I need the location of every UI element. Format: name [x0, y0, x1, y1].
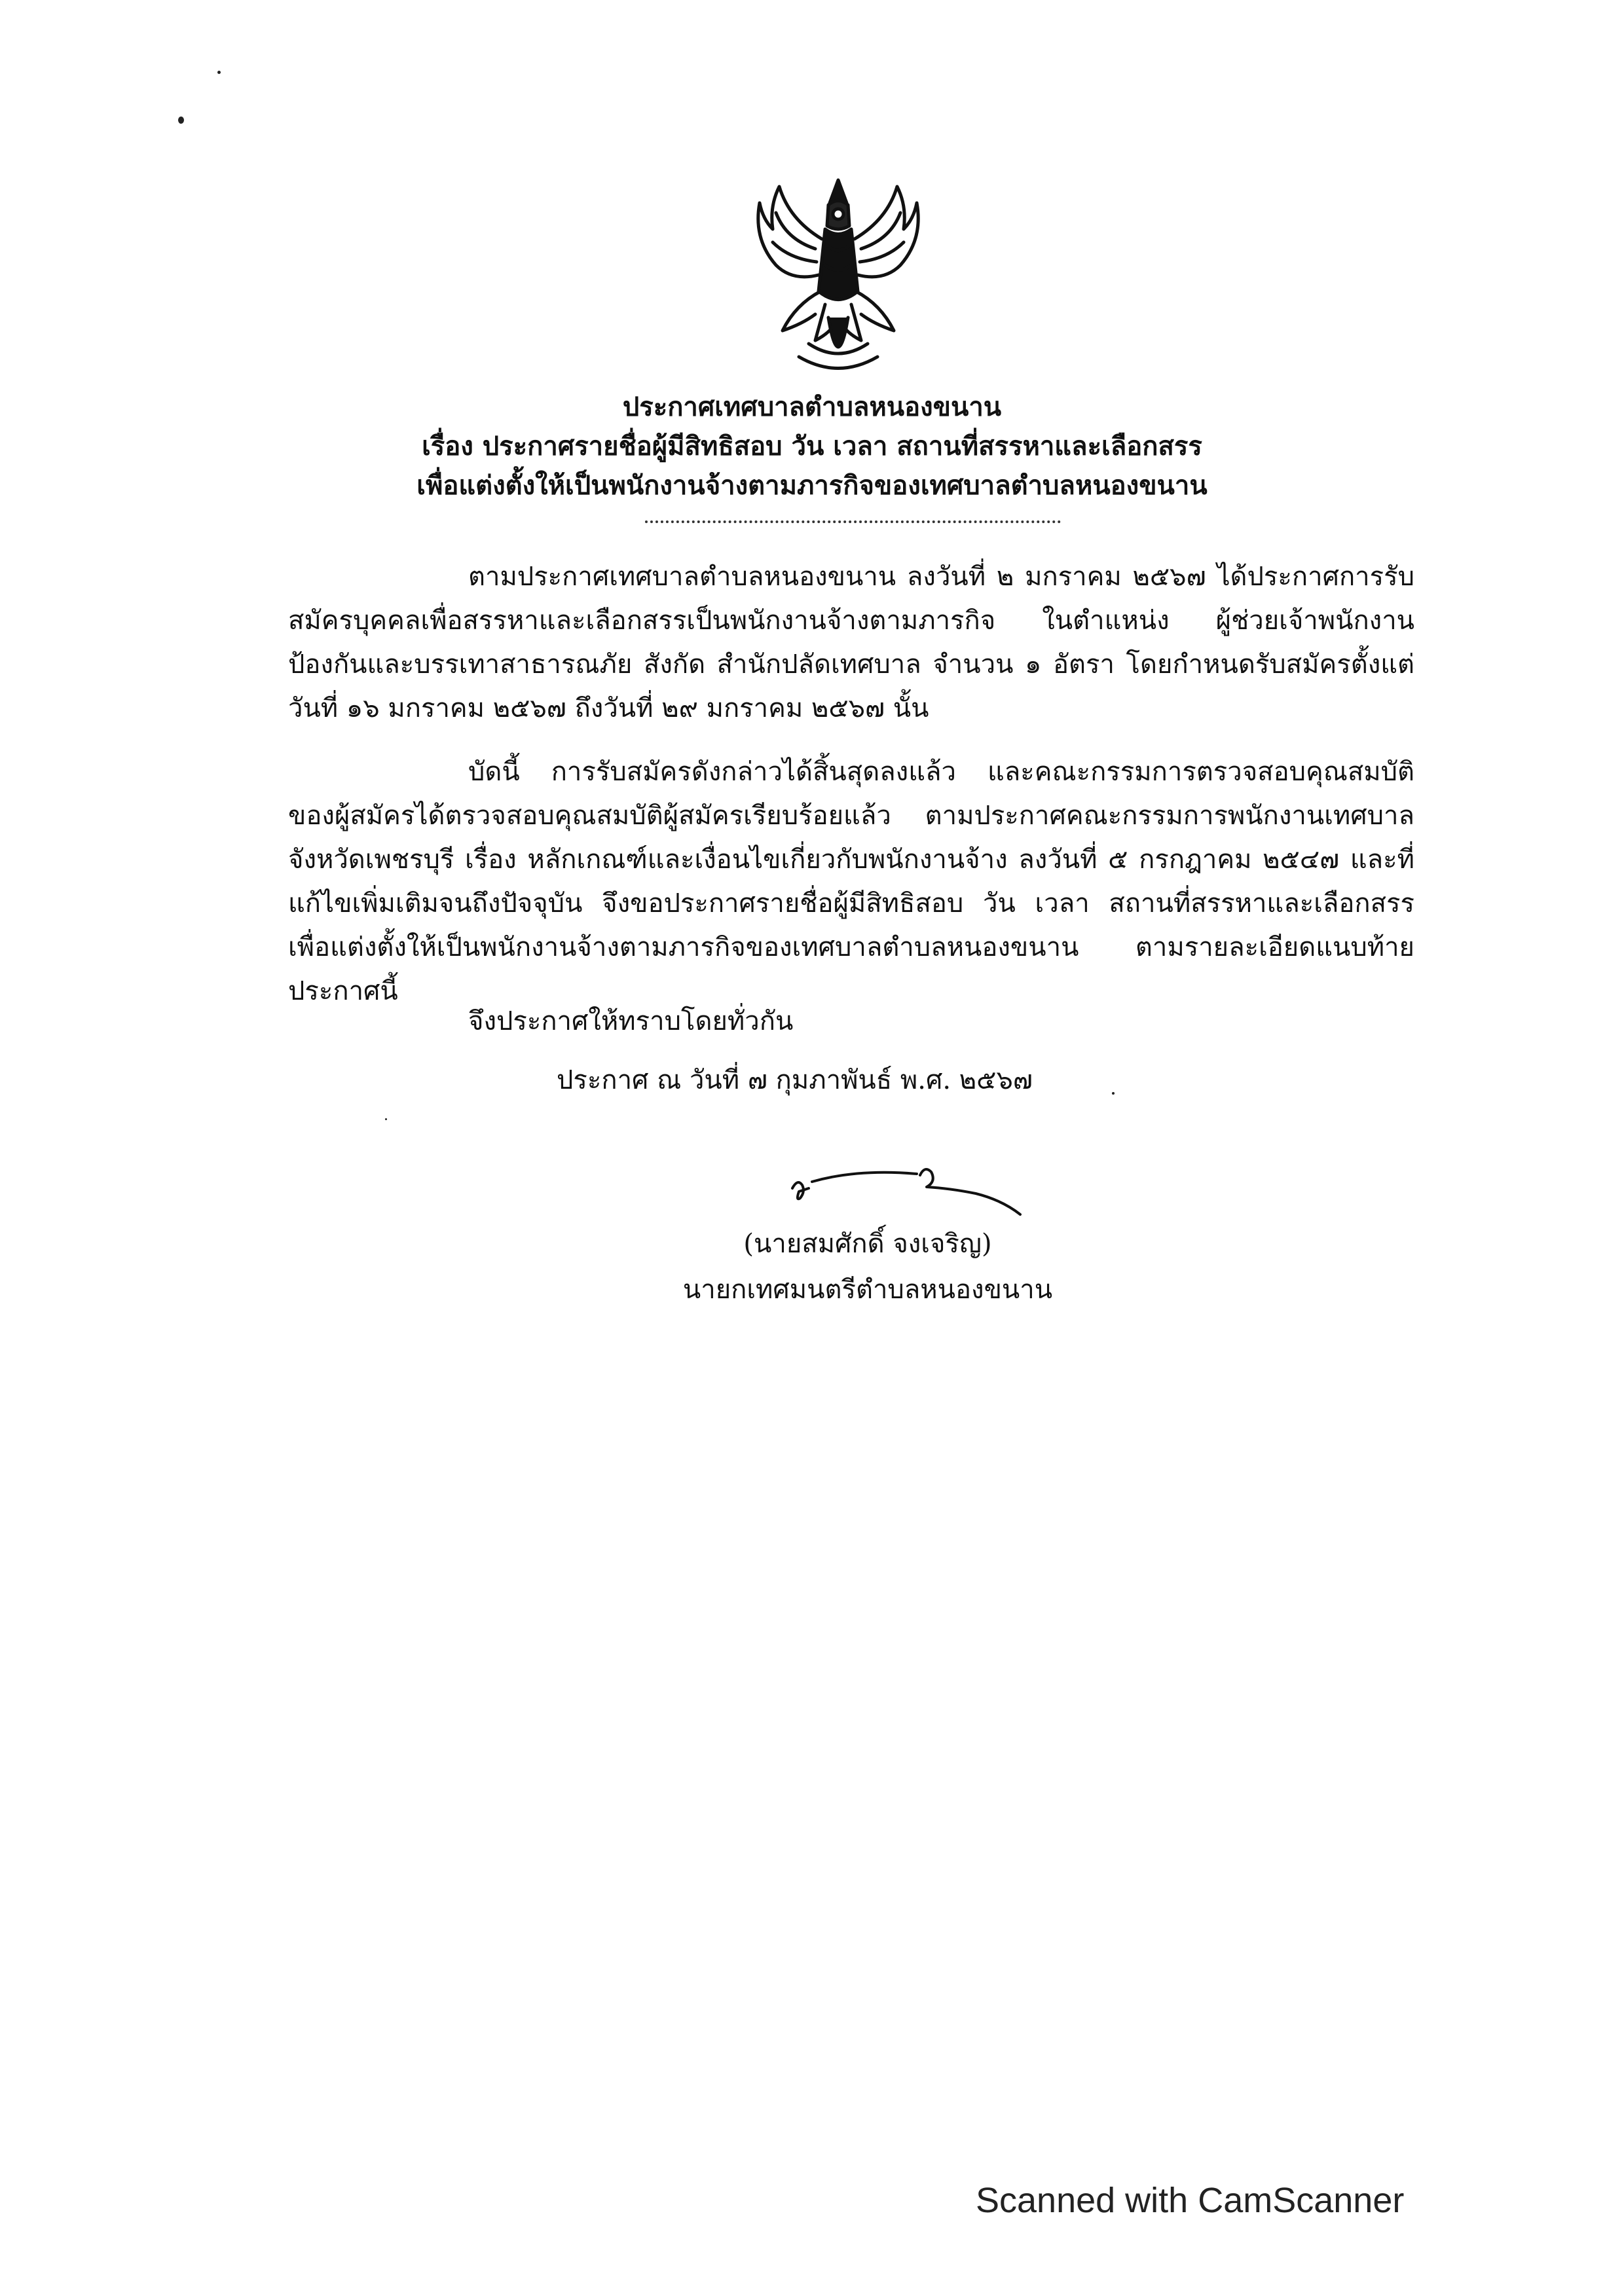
announcement-subject: เรื่อง ประกาศรายชื่อผู้มีสิทธิสอบ วัน เวลา สถานที่สรรหาและเลือกสรร: [422, 431, 1202, 462]
scan-speck: [1112, 1092, 1115, 1095]
camscanner-watermark: Scanned with CamScanner: [976, 2181, 1405, 2220]
handwritten-signature: [779, 1162, 1041, 1234]
announcement-title: ประกาศเทศบาลตำบลหนองขนาน: [622, 392, 1002, 422]
signer-name: (นายสมศักดิ์ จงเจริญ): [743, 1229, 992, 1259]
dotted-separator: [645, 520, 1061, 523]
signer-title: นายกเทศมนตรีตำบลหนองขนาน: [682, 1275, 1053, 1305]
body-paragraph-1: ตามประกาศเทศบาลตำบลหนองขนาน ลงวันที่ ๒ มกราคม ๒๕๖๗ ได้ประกาศการรับสมัครบุคคลเพื่อสรรหาและเลือกสรรเป็นพนักงานจ้างตามภารกิจ ในตำแหน่ง ผู้ช่วยเจ้าพนักงานป้องกันและบรรเทาสาธารณภัย สังกัด สำนักปลัดเทศบาล จำนวน ๑ อัตรา โดยกำหนดรับสมัครตั้งแต่วันที่ ๑๖ มกราคม ๒๕๖๗ ถึงวันที่ ๒๙ มกราคม ๒๕๖๗ นั้น: [288, 562, 1414, 723]
closing-statement: จึงประกาศให้ทราบโดยทั่วกัน: [468, 1006, 794, 1036]
scan-speck: [217, 71, 221, 74]
scan-speck: [178, 117, 184, 124]
body-paragraph-2: บัดนี้ การรับสมัครดังกล่าวได้สิ้นสุดลงแล้ว และคณะกรรมการตรวจสอบคุณสมบัติของผู้สมัครได้ตรวจสอบคุณสมบัติผู้สมัครเรียบร้อยแล้ว ตามประกาศคณะกรรมการพนักงานเทศบาลจังหวัดเพชรบุรี เรื่อง หลักเกณฑ์และเงื่อนไขเกี่ยวกับพนักงานจ้าง ลงวันที่ ๕ กรกฎาคม ๒๕๔๗ และที่แก้ไขเพิ่มเติมจนถึงปัจจุบัน จึงขอประกาศรายชื่อผู้มีสิทธิสอบ วัน เวลา สถานที่สรรหาและเลือกสรร เพื่อแต่งตั้งให้เป็นพนักงานจ้างตามภารกิจของเทศบาลตำบลหนองขนาน ตามรายละเอียดแนบท้ายประกาศนี้: [288, 757, 1414, 1006]
announcement-subject-continued: เพื่อแต่งตั้งให้เป็นพนักงานจ้างตามภารกิจของเทศบาลตำบลหนองขนาน: [416, 470, 1208, 501]
garuda-emblem-icon: [743, 167, 933, 383]
scan-speck: [385, 1118, 387, 1120]
announcement-date: ประกาศ ณ วันที่ ๗ กุมภาพันธ์ พ.ศ. ๒๕๖๗: [557, 1065, 1033, 1095]
